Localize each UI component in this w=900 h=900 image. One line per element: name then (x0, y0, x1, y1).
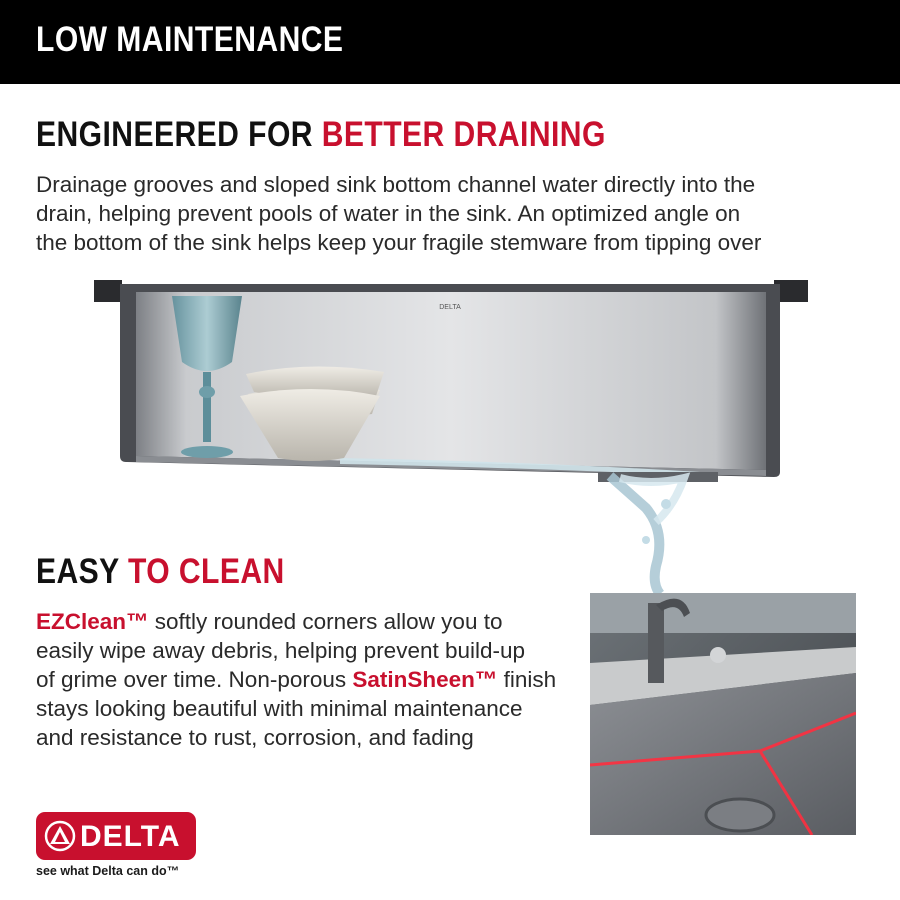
logo-badge (36, 812, 196, 860)
ezclean-brand-text: EZClean™ (36, 609, 149, 634)
header-title: LOW MAINTENANCE (36, 20, 344, 59)
heading-accent-text: TO CLEAN (127, 552, 285, 591)
sink-brand-mark: DELTA (439, 304, 461, 311)
logo-wordmark: DELTA (80, 820, 181, 853)
description-line: stays looking beautiful with minimal maintenance (36, 696, 523, 721)
description-line: easily wipe away debris, helping prevent build-up (36, 638, 526, 663)
drain-strainer (706, 799, 774, 831)
logo-tagline: see what Delta can do™ (36, 864, 180, 878)
description-line: and resistance to rust, corrosion, and fading (36, 725, 474, 750)
soap-dispenser (710, 647, 726, 663)
heading-accent-text: BETTER DRAINING (321, 115, 606, 154)
water-splash (610, 476, 684, 594)
delta-logo (36, 812, 198, 862)
sink-left-clip (94, 280, 122, 302)
heading-dark-text: EASY (36, 552, 128, 591)
description-line: Drainage grooves and sloped sink bottom channel water directly into the (36, 172, 756, 197)
satinsheen-brand-text: SatinSheen™ (352, 667, 498, 692)
description-line (36, 665, 596, 694)
description-text: of grime over time. Non-porous (36, 667, 353, 692)
heading-dark-text: ENGINEERED FOR (36, 115, 322, 154)
description-line (36, 607, 596, 636)
section-heading-draining (36, 115, 606, 155)
faucet-body (648, 603, 664, 683)
delta-triangle-logo-icon (44, 820, 76, 852)
description-text: finish (497, 667, 557, 692)
clean-description (36, 607, 596, 752)
description-line: the bottom of the sink helps keep your fragile stemware from tipping over (36, 230, 762, 255)
description-line: drain, helping prevent pools of water in the sink. An optimized angle on (36, 201, 741, 226)
section-heading-clean (36, 552, 285, 592)
description-text: softly rounded corners allow you to (148, 609, 503, 634)
sink-corner-photo (590, 593, 856, 835)
draining-description (36, 170, 866, 257)
header-bar (0, 0, 900, 84)
